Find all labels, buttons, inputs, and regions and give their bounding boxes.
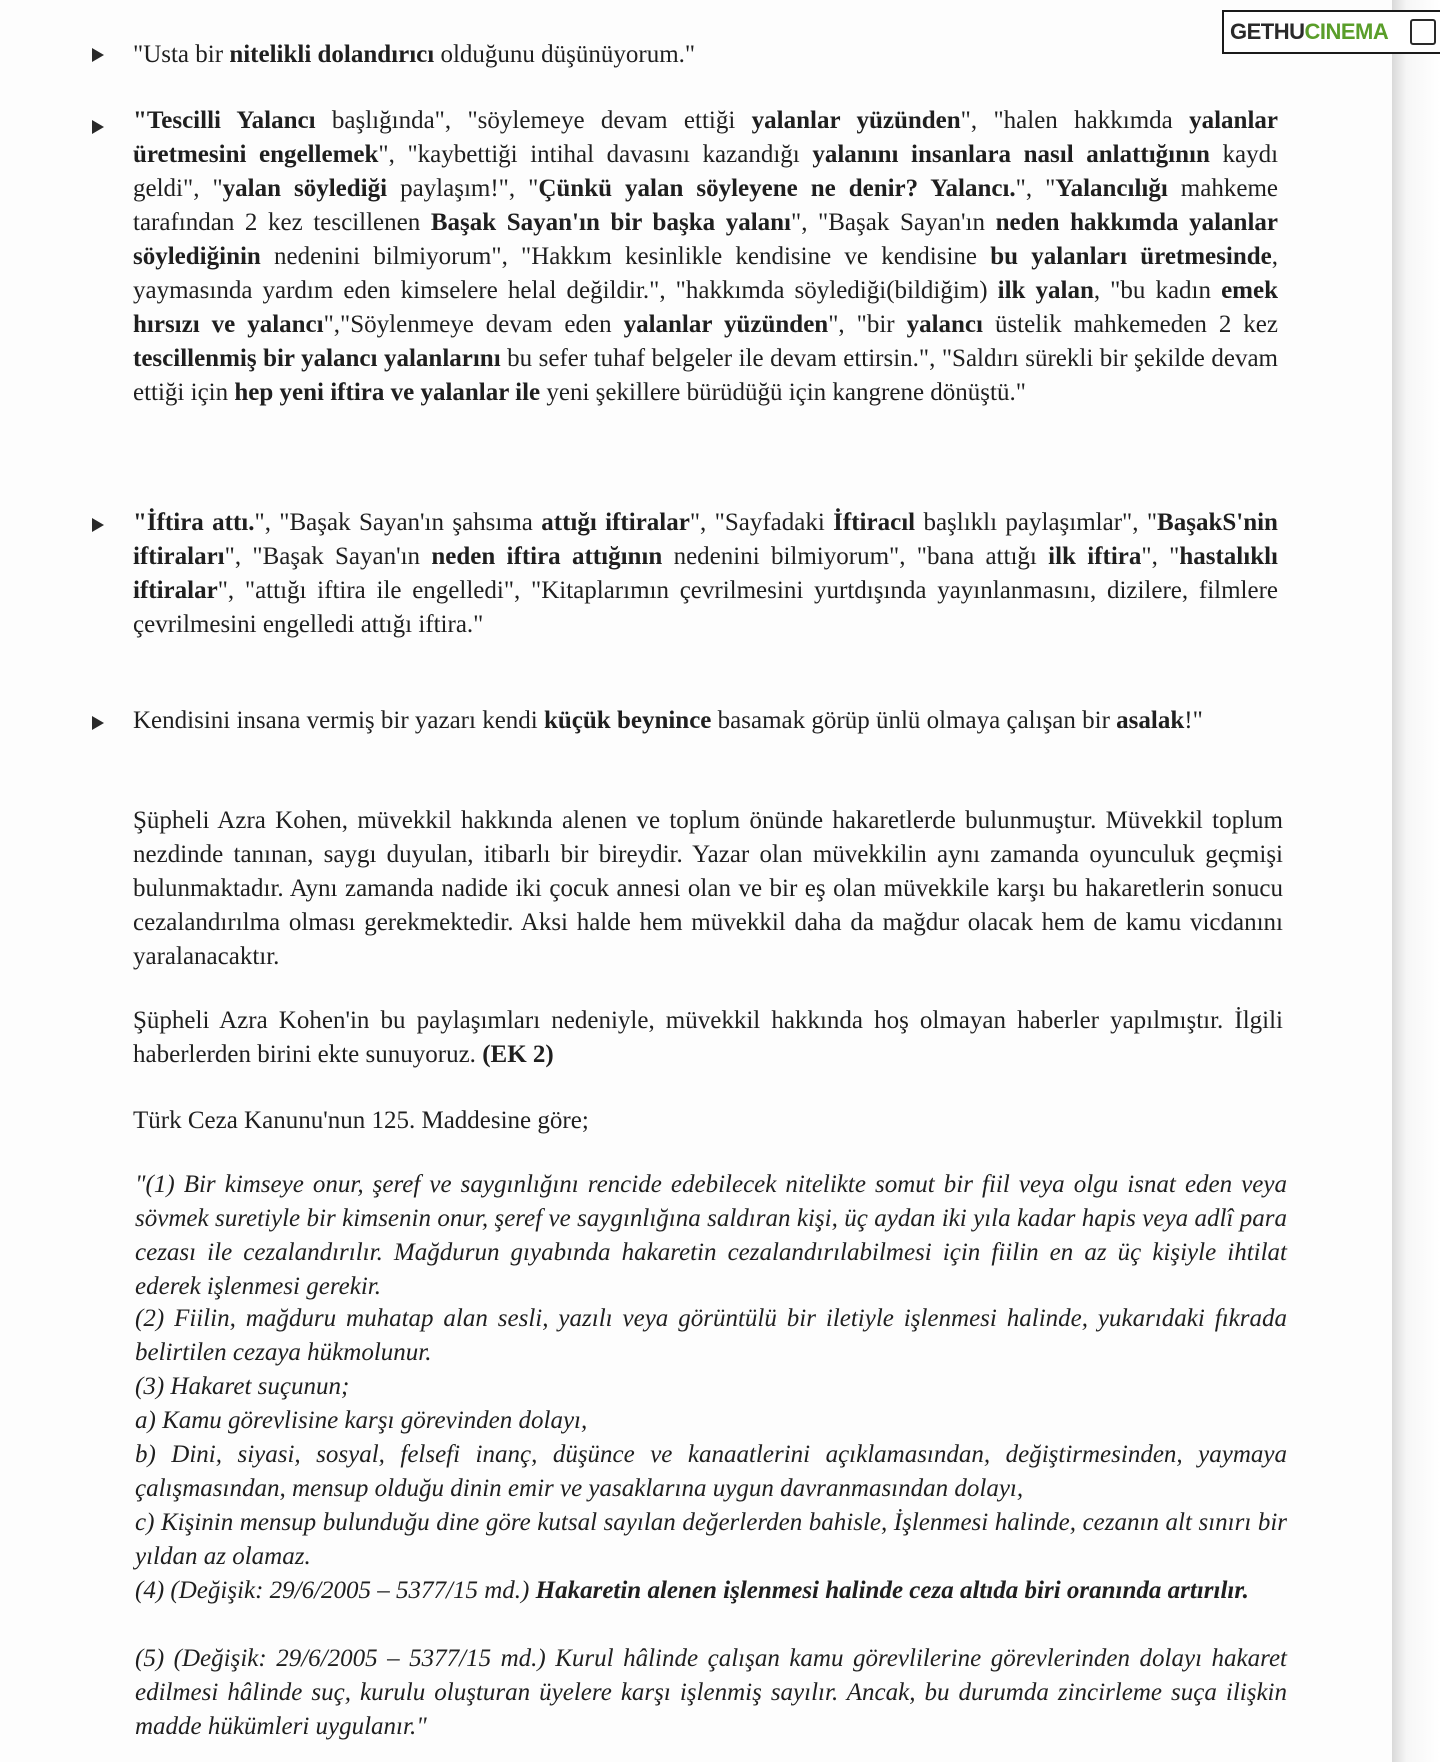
bullet-item xyxy=(133,104,1278,410)
bullet-text: ","Söylenmeye devam eden xyxy=(323,311,624,338)
emphasized-text: küçük beynince xyxy=(544,707,712,734)
bullet-text: ", "Sayfadaki xyxy=(689,509,834,536)
bullet-text: bu sefer tuhaf belgeler ile devam ettirsin.", "Saldırı sürekli bir şekilde devam ettiği için xyxy=(133,345,1278,406)
bullet-text: "Usta bir xyxy=(133,41,230,68)
bullet-item xyxy=(133,38,1278,72)
law-clause: (5) (Değişik: 29/6/2005 – 5377/15 md.) Kurul hâlinde çalışan kamu görevlilerine görevlerinden dolayı hakaret edilmesi hâlinde suç, kurulu oluşturan üyelere karşı işlenmiş sayılır. Ancak, bu durumda zincirleme suça ilişkin madde hükümleri uygulanır." xyxy=(135,1645,1287,1740)
emphasized-text: hastalıklı iftiralar xyxy=(133,543,1278,604)
watermark-text-1: GETHU xyxy=(1230,19,1305,44)
law-clause: "(1) Bir kimseye onur, şeref ve saygınlığını rencide edebilecek nitelikte somut bir fiil veya olgu isnat eden veya sövmek suretiyle bir kimsenin onur, şeref ve saygınlığına saldıran kişi, üç aydan iki yıla kadar hapis veya adlî para cezası ile cezalandırılır. Mağdurun gıyabında hakaretin cezalandırılabilmesi için fiilin en az üç kişiyle ihtilat ederek işlenmesi gerekir. xyxy=(135,1171,1287,1300)
emphasized-text: tescillenmiş bir yalancı yalanlarını xyxy=(133,345,501,372)
bullet-text: ", "Başak Sayan'ın xyxy=(224,543,432,570)
emphasized-text: emek hırsızı ve yalancı xyxy=(133,277,1278,338)
bullet-arrow-icon xyxy=(92,120,104,134)
bullet-text: nedenini bilmiyorum", "bana attığı xyxy=(662,543,1049,570)
bullet-text: nedenini bilmiyorum", "Hakkım kesinlikle kendisine ve kendisine xyxy=(260,243,991,270)
emphasized-text: İftiracıl xyxy=(833,509,916,536)
bullet-text: basamak görüp ünlü olmaya çalışan bir xyxy=(711,707,1117,734)
bullet-text: Kendisini insana vermiş bir yazarı kendi xyxy=(133,707,544,734)
emphasized-text: hep yeni iftira ve yalanlar ile xyxy=(234,379,541,406)
bullet-text: ", "bir xyxy=(828,311,907,338)
bullet-text: ", "attığı iftira ile engelledi", "Kitaplarımın çevrilmesini yurtdışında yayınlanmasını, dizilere, filmlere çevrilmesini engelledi attığı iftira." xyxy=(133,577,1278,638)
law-clause: a) Kamu görevlisine karşı görevinden dolayı, xyxy=(135,1407,588,1434)
law-clause: (2) Fiilin, mağduru muhatap alan sesli, yazılı veya görüntülü bir iletiyle işlenmesi halinde, yukarıdaki fıkrada belirtilen cezaya hükmolunur. xyxy=(135,1305,1287,1366)
bullet-text: başlıklı paylaşımlar", " xyxy=(915,509,1158,536)
emphasized-text: ilk yalan xyxy=(997,277,1094,304)
law-clause xyxy=(135,1574,1287,1608)
emphasized-text: yalancı xyxy=(906,311,983,338)
emphasized-text: yalanlar yüzünden xyxy=(751,107,961,134)
emphasized-text: yalanlar üretmesini engellemek xyxy=(133,107,1278,168)
emphasized-text: "İftira attı. xyxy=(133,509,255,536)
bullet-text: başlığında", "söylemeye devam ettiği xyxy=(315,107,752,134)
emphasized-text: yalanlar yüzünden xyxy=(623,311,829,338)
bullet-text: ", "Başak Sayan'ın şahsıma xyxy=(254,509,542,536)
body-paragraph: Şüpheli Azra Kohen, müvekkil hakkında alenen ve toplum önünde hakaretlerde bulunmuştur. Müvekkil toplum nezdinde tanınan, saygı duyulan, itibarlı bir bireydir. Yazar olan müvekkilin aynı zamanda oyunculuk geçmişi bulunmaktadır. Aynı zamanda nadide iki çocuk annesi olan ve bir eş olan müvekkile karşı bu hakaretlerin sonucu cezalandırılma olması gerekmektedir. Aksi halde hem müvekkil daha da mağdur olacak hem de kamu vicdanını yaralanacaktır. xyxy=(133,807,1283,970)
body-paragraph xyxy=(133,1004,1283,1072)
bullet-item xyxy=(133,704,1278,738)
bullet-item xyxy=(133,506,1278,642)
bullet-text: ", " xyxy=(1015,175,1056,202)
law-intro: Türk Ceza Kanunu'nun 125. Maddesine göre; xyxy=(133,1107,589,1134)
law-clause: (3) Hakaret suçunun; xyxy=(135,1373,350,1400)
attachment-reference: (EK 2) xyxy=(482,1041,554,1068)
law-clause: b) Dini, siyasi, sosyal, felsefi inanç, düşünce ve kanaatlerini açıklamasından, değiştirmesinden, yaymaya çalışmasından, mensup olduğu dinin emir ve yasaklarına uygun davranmasından dolayı, xyxy=(135,1441,1287,1502)
emphasized-text: asalak xyxy=(1116,707,1185,734)
emphasized-text: attığı iftiralar xyxy=(541,509,690,536)
paragraph-text: Şüpheli Azra Kohen'in bu paylaşımları nedeniyle, müvekkil hakkında hoş olmayan haberler yapılmıştır. İlgili haberlerden birini ekte sunuyoruz. xyxy=(133,1007,1283,1068)
bullet-text: üstelik mahkemeden 2 kez xyxy=(982,311,1278,338)
law-clause-emphasis: Hakaretin alenen işlenmesi halinde ceza altıda biri oranında artırılır. xyxy=(535,1577,1249,1604)
bullet-text: ", "kaybettiği intihal davasını kazandığı xyxy=(378,141,813,168)
emphasized-text: BaşakS'nin iftiraları xyxy=(133,509,1278,570)
bullet-text: , yaymasında yardım eden kimselere helal değildir.", "hakkımda söylediği(bildiğim) xyxy=(133,243,1278,304)
emphasized-text: bu yalanları üretmesinde xyxy=(990,243,1272,270)
bullet-text: mahkeme tarafından 2 kez tescillenen xyxy=(133,175,1278,236)
bullet-text: ", " xyxy=(1141,543,1180,570)
watermark-text-2: CINEMA xyxy=(1304,19,1389,44)
bullet-text: yeni şekillere bürüdüğü için kangrene dönüştü." xyxy=(540,379,1026,406)
emphasized-text: nitelikli dolandırıcı xyxy=(229,41,435,68)
bullet-text: kaydı geldi", " xyxy=(133,141,1279,202)
bullet-text: paylaşım!", " xyxy=(387,175,539,202)
law-clause: c) Kişinin mensup bulunduğu dine göre kutsal sayılan değerlerden bahisle, İşlenmesi halinde, cezanın alt sınırı bir yıldan az olamaz. xyxy=(135,1509,1287,1570)
emphasized-text: ilk iftira xyxy=(1048,543,1142,570)
page-edge-shadow xyxy=(1392,0,1440,1762)
bullet-arrow-icon xyxy=(92,518,104,532)
emphasized-text: Başak Sayan'ın bir başka yalanı xyxy=(430,209,791,236)
bullet-text: !" xyxy=(1184,707,1203,734)
emphasized-text: neden iftira attığının xyxy=(431,543,663,570)
emphasized-text: Çünkü yalan söyleyene ne denir? Yalancı. xyxy=(538,175,1016,202)
bullet-text: olduğunu düşünüyorum." xyxy=(434,41,696,68)
emphasized-text: Yalancılığı xyxy=(1055,175,1168,202)
film-strip-icon xyxy=(1410,19,1436,45)
bullet-text: ", "Başak Sayan'ın xyxy=(791,209,996,236)
law-clause-text: (4) (Değişik: 29/6/2005 – 5377/15 md.) xyxy=(135,1577,536,1604)
emphasized-text: neden hakkımda yalanlar söylediğinin xyxy=(133,209,1278,270)
emphasized-text: yalanını insanlara nasıl anlattığının xyxy=(812,141,1210,168)
emphasized-text: "Tescilli Yalancı xyxy=(133,107,316,134)
bullet-text: ", "halen hakkımda xyxy=(960,107,1190,134)
bullet-arrow-icon xyxy=(92,716,104,730)
bullet-text: , "bu kadın xyxy=(1093,277,1222,304)
emphasized-text: yalan söylediği xyxy=(222,175,388,202)
bullet-arrow-icon xyxy=(92,48,104,62)
